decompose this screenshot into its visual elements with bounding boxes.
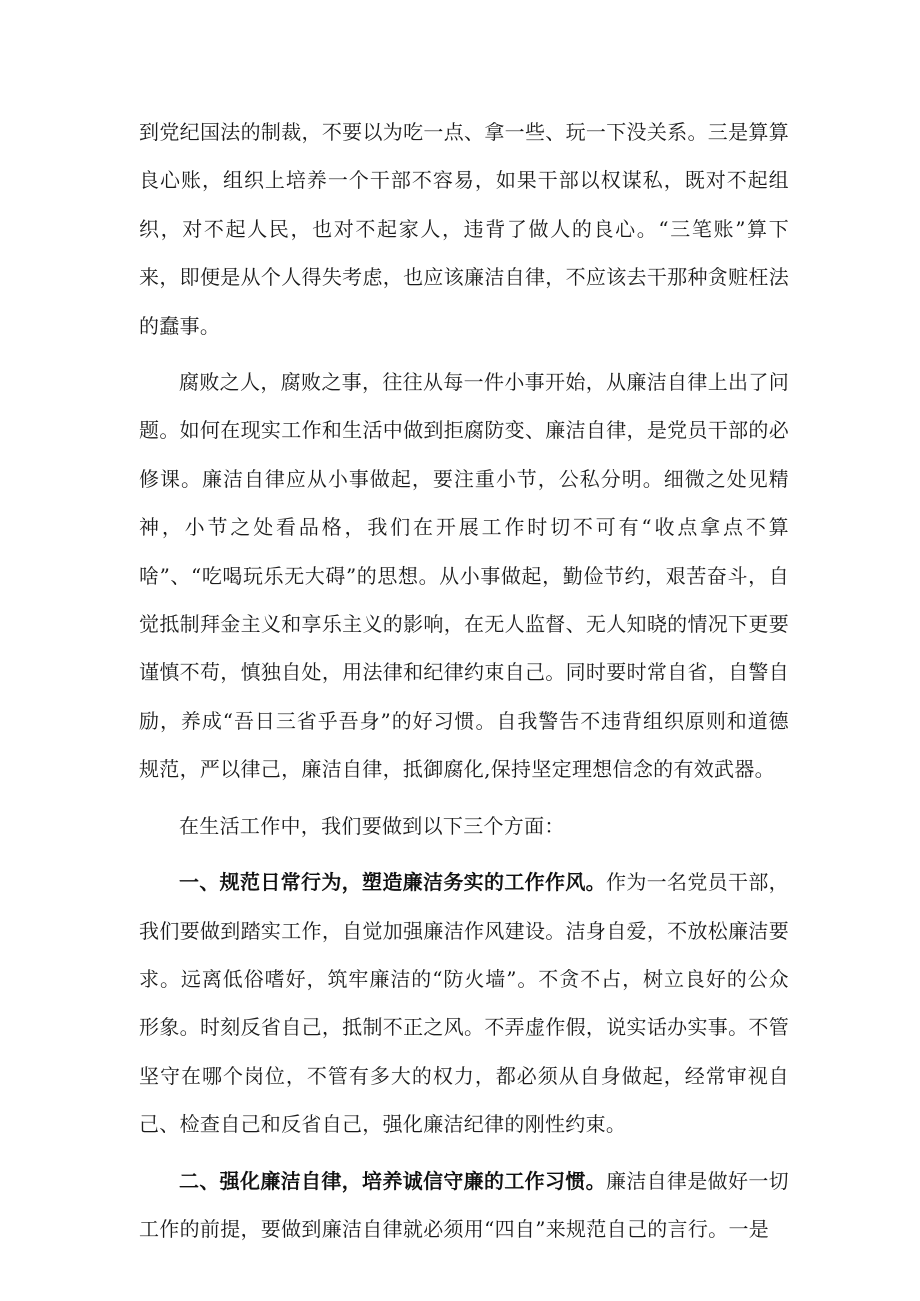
paragraph-text: 在生活工作中，我们要做到以下三个方面：: [179, 813, 565, 838]
paragraph-section-two: [139, 1157, 789, 1254]
paragraph-text: 到党纪国法的制裁，不要以为吃一点、拿一些、玩一下没关系。三是算算良心账，组织上培养一个干部不容易，如果干部以权谋私，既对不起组织，对不起人民，也对不起家人，违背了做人的良心。“三笔账”算下来，即便是从个人得失考虑，也应该廉洁自律，不应该去干那种贪赃枉法的蠢事。: [139, 120, 789, 338]
paragraph-text: 腐败之人，腐败之事，往往从每一件小事开始，从廉洁自律上出了问题。如何在现实工作和生活中做到拒腐防变、廉洁自律，是党员干部的必修课。廉洁自律应从小事做起，要注重小节，公私分明。细微之处见精神，小节之处看品格，我们在开展工作时切不可有“收点拿点不算啥”、“吃喝玩乐无大碍”的思想。从小事做起，勤俭节约，艰苦奋斗，自觉抵制拜金主义和享乐主义的影响，在无人监督、无人知晓的情况下更要谨慎不苟，慎独自处，用法律和纪律约束自己。同时要时常自省，自警自励，养成“吾日三省乎吾身”的好习惯。自我警告不违背组织原则和道德规范，严以律己，廉洁自律，抵御腐化,保持坚定理想信念的有效武器。: [139, 370, 789, 782]
section-heading-one: 一、规范日常行为，塑造廉洁务实的工作作风。: [179, 870, 607, 895]
paragraph-corruption: [139, 358, 789, 794]
paragraph-three-aspects-intro: [139, 802, 789, 850]
paragraph-continuation: [139, 108, 789, 350]
paragraph-text: 作为一名党员干部，我们要做到踏实工作，自觉加强廉洁作风建设。洁身自爱，不放松廉洁要求。远离低俗嗜好，筑牢廉洁的“防火墙”。不贪不占，树立良好的公众形象。时刻反省自己，抵制不正之风。不弄虚作假，说实话办实事。不管坚守在哪个岗位，不管有多大的权力，都必须从自身做起，经常审视自己、检查自己和反省自己，强化廉洁纪律的刚性约束。: [139, 870, 789, 1137]
paragraph-section-one: [139, 858, 789, 1148]
section-heading-two: 二、强化廉洁自律，培养诚信守廉的工作习惯。: [179, 1168, 607, 1193]
document-body: [139, 108, 789, 1253]
paragraph-text: 廉洁自律是做好一切工作的前提，要做到廉洁自律就必须用“四自”来规范自己的言行。一是: [139, 1168, 789, 1241]
